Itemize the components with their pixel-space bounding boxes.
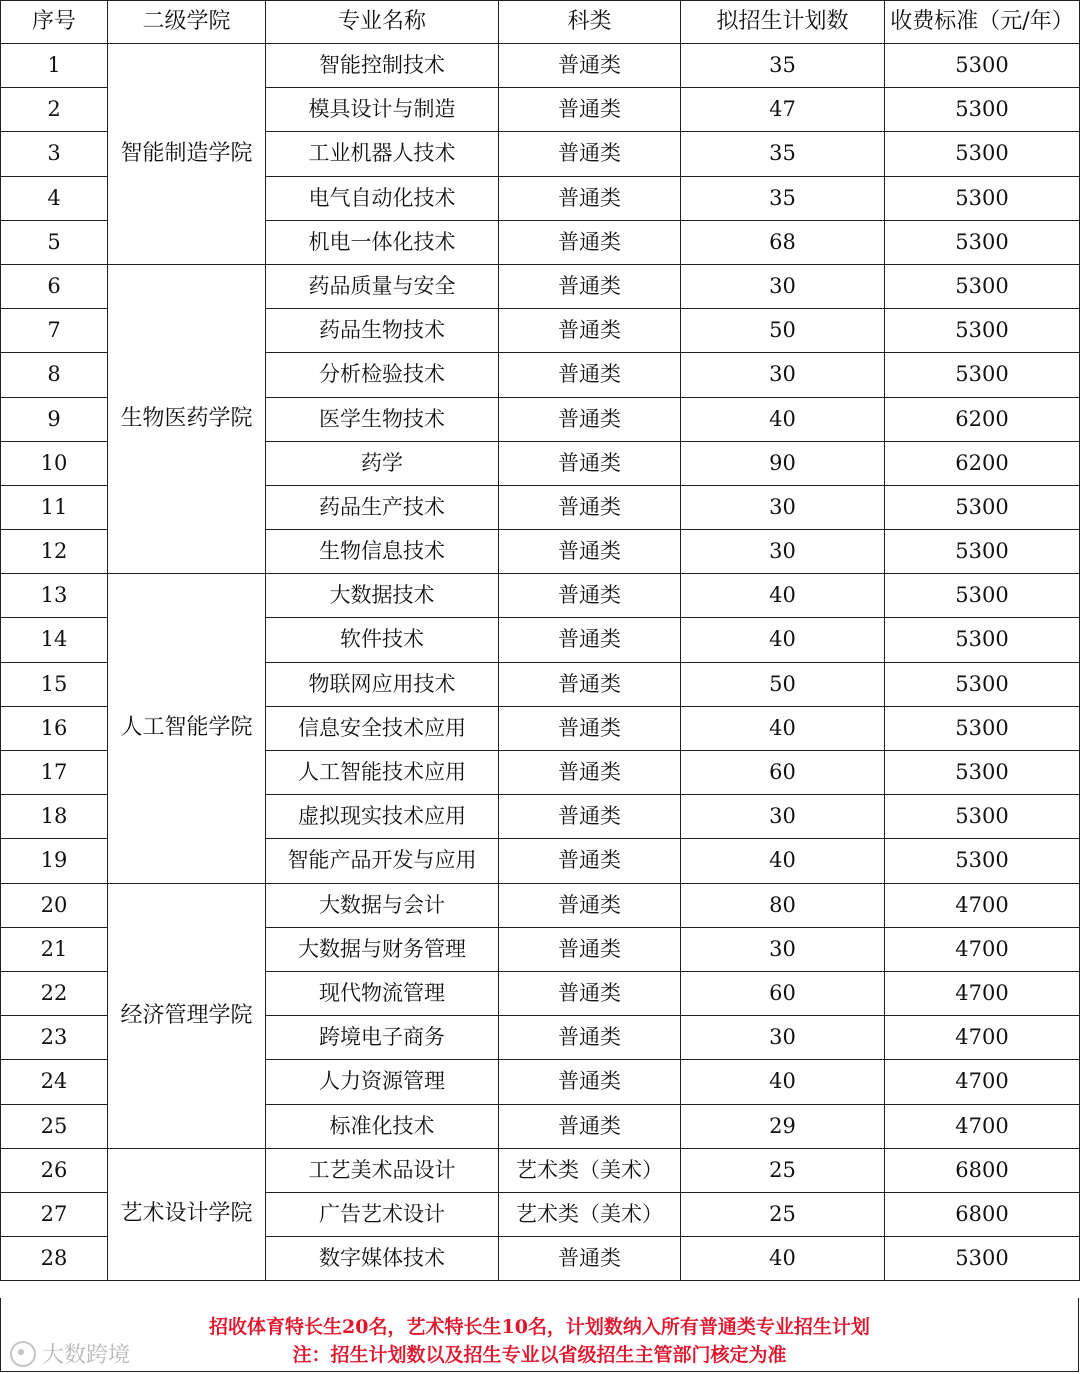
- major-name: 电气自动化技术: [266, 176, 499, 220]
- major-name: 模具设计与制造: [266, 88, 499, 132]
- category: 普通类: [499, 662, 681, 706]
- tuition-fee: 5300: [885, 751, 1080, 795]
- row-number: 6: [1, 264, 108, 308]
- category: 普通类: [499, 441, 681, 485]
- plan-count: 40: [681, 397, 885, 441]
- category: 普通类: [499, 839, 681, 883]
- major-name: 数字媒体技术: [266, 1237, 499, 1281]
- major-name: 工艺美术品设计: [266, 1148, 499, 1192]
- row-number: 12: [1, 530, 108, 574]
- plan-count: 30: [681, 485, 885, 529]
- tuition-fee: 5300: [885, 485, 1080, 529]
- watermark-logo-icon: [10, 1341, 36, 1367]
- row-number: 4: [1, 176, 108, 220]
- category: 普通类: [499, 1237, 681, 1281]
- category: 普通类: [499, 618, 681, 662]
- major-name: 虚拟现实技术应用: [266, 795, 499, 839]
- major-name: 大数据技术: [266, 574, 499, 618]
- watermark-text: 大数跨境: [42, 1343, 131, 1368]
- tuition-fee: 4700: [885, 1016, 1080, 1060]
- row-number: 20: [1, 883, 108, 927]
- plan-count: 30: [681, 264, 885, 308]
- category: 普通类: [499, 1104, 681, 1148]
- college-name: 生物医药学院: [108, 264, 266, 573]
- college-name: 智能制造学院: [108, 44, 266, 265]
- tuition-fee: 5300: [885, 132, 1080, 176]
- row-number: 8: [1, 353, 108, 397]
- table-row: [1, 574, 1080, 618]
- tuition-fee: 5300: [885, 530, 1080, 574]
- category: 艺术类（美术）: [499, 1148, 681, 1192]
- table-row: [1, 44, 1080, 88]
- row-number: 5: [1, 220, 108, 264]
- tuition-fee: 5300: [885, 309, 1080, 353]
- plan-count: 35: [681, 44, 885, 88]
- plan-count: 60: [681, 971, 885, 1015]
- tuition-fee: 4700: [885, 1060, 1080, 1104]
- row-number: 18: [1, 795, 108, 839]
- category: 普通类: [499, 264, 681, 308]
- note-special-students: 招收体育特长生20名，艺术特长生10名，计划数纳入所有普通类专业招生计划: [209, 1316, 870, 1338]
- tuition-fee: 5300: [885, 662, 1080, 706]
- tuition-fee: 5300: [885, 353, 1080, 397]
- major-name: 大数据与财务管理: [266, 927, 499, 971]
- category: 普通类: [499, 397, 681, 441]
- category: 普通类: [499, 883, 681, 927]
- table-row: [1, 1148, 1080, 1192]
- row-number: 28: [1, 1237, 108, 1281]
- major-name: 标准化技术: [266, 1104, 499, 1148]
- plan-count: 60: [681, 751, 885, 795]
- plan-count: 25: [681, 1192, 885, 1236]
- category: 普通类: [499, 485, 681, 529]
- plan-count: 50: [681, 662, 885, 706]
- major-name: 信息安全技术应用: [266, 706, 499, 750]
- major-name: 药品生产技术: [266, 485, 499, 529]
- tuition-fee: 4700: [885, 1104, 1080, 1148]
- row-number: 26: [1, 1148, 108, 1192]
- category: 普通类: [499, 176, 681, 220]
- major-name: 工业机器人技术: [266, 132, 499, 176]
- tuition-fee: 4700: [885, 971, 1080, 1015]
- tuition-fee: 4700: [885, 927, 1080, 971]
- tuition-fee: 6200: [885, 397, 1080, 441]
- major-name: 药学: [266, 441, 499, 485]
- row-number: 21: [1, 927, 108, 971]
- plan-count: 29: [681, 1104, 885, 1148]
- major-name: 跨境电子商务: [266, 1016, 499, 1060]
- plan-count: 30: [681, 1016, 885, 1060]
- plan-count: 40: [681, 574, 885, 618]
- tuition-fee: 5300: [885, 88, 1080, 132]
- row-number: 1: [1, 44, 108, 88]
- tuition-fee: 5300: [885, 574, 1080, 618]
- row-number: 15: [1, 662, 108, 706]
- table-row: [1, 264, 1080, 308]
- category: 普通类: [499, 220, 681, 264]
- category: 普通类: [499, 706, 681, 750]
- tuition-fee: 5300: [885, 220, 1080, 264]
- row-number: 25: [1, 1104, 108, 1148]
- tuition-fee: 4700: [885, 883, 1080, 927]
- college-name: 艺术设计学院: [108, 1148, 266, 1281]
- row-number: 14: [1, 618, 108, 662]
- category: 普通类: [499, 1060, 681, 1104]
- row-number: 23: [1, 1016, 108, 1060]
- row-number: 13: [1, 574, 108, 618]
- category: 普通类: [499, 574, 681, 618]
- tuition-fee: 5300: [885, 795, 1080, 839]
- row-number: 16: [1, 706, 108, 750]
- major-name: 大数据与会计: [266, 883, 499, 927]
- category: 普通类: [499, 530, 681, 574]
- row-number: 9: [1, 397, 108, 441]
- row-number: 10: [1, 441, 108, 485]
- row-number: 2: [1, 88, 108, 132]
- plan-count: 68: [681, 220, 885, 264]
- header-fee: 收费标准（元/年）: [885, 1, 1080, 44]
- major-name: 分析检验技术: [266, 353, 499, 397]
- major-name: 软件技术: [266, 618, 499, 662]
- category: 普通类: [499, 1016, 681, 1060]
- header-plan: 拟招生计划数: [681, 1, 885, 44]
- category: 普通类: [499, 309, 681, 353]
- row-number: 17: [1, 751, 108, 795]
- table-row: [1, 883, 1080, 927]
- tuition-fee: 5300: [885, 618, 1080, 662]
- header-no: 序号: [1, 1, 108, 44]
- tuition-fee: 6800: [885, 1192, 1080, 1236]
- notes-box: [0, 1298, 1079, 1372]
- major-name: 智能控制技术: [266, 44, 499, 88]
- plan-count: 25: [681, 1148, 885, 1192]
- major-name: 人工智能技术应用: [266, 751, 499, 795]
- plan-count: 40: [681, 1060, 885, 1104]
- college-name: 人工智能学院: [108, 574, 266, 883]
- tuition-fee: 6800: [885, 1148, 1080, 1192]
- major-name: 广告艺术设计: [266, 1192, 499, 1236]
- plan-count: 50: [681, 309, 885, 353]
- major-name: 现代物流管理: [266, 971, 499, 1015]
- row-number: 27: [1, 1192, 108, 1236]
- major-name: 生物信息技术: [266, 530, 499, 574]
- category: 普通类: [499, 971, 681, 1015]
- header-category: 科类: [499, 1, 681, 44]
- major-name: 药品质量与安全: [266, 264, 499, 308]
- plan-count: 30: [681, 353, 885, 397]
- watermark: [10, 1338, 130, 1369]
- category: 艺术类（美术）: [499, 1192, 681, 1236]
- plan-count: 40: [681, 618, 885, 662]
- table-body: [1, 44, 1080, 1281]
- note-approval: 注：招生计划数以及招生专业以省级招生主管部门核定为准: [292, 1344, 787, 1366]
- category: 普通类: [499, 927, 681, 971]
- plan-count: 30: [681, 927, 885, 971]
- category: 普通类: [499, 795, 681, 839]
- plan-count: 90: [681, 441, 885, 485]
- plan-count: 40: [681, 839, 885, 883]
- category: 普通类: [499, 132, 681, 176]
- tuition-fee: 6200: [885, 441, 1080, 485]
- tuition-fee: 5300: [885, 1237, 1080, 1281]
- category: 普通类: [499, 751, 681, 795]
- plan-count: 40: [681, 706, 885, 750]
- major-name: 药品生物技术: [266, 309, 499, 353]
- header-major: 专业名称: [266, 1, 499, 44]
- row-number: 24: [1, 1060, 108, 1104]
- plan-count: 80: [681, 883, 885, 927]
- tuition-fee: 5300: [885, 706, 1080, 750]
- row-number: 19: [1, 839, 108, 883]
- tuition-fee: 5300: [885, 264, 1080, 308]
- plan-count: 30: [681, 530, 885, 574]
- plan-count: 40: [681, 1237, 885, 1281]
- college-name: 经济管理学院: [108, 883, 266, 1148]
- row-number: 11: [1, 485, 108, 529]
- plan-count: 35: [681, 132, 885, 176]
- category: 普通类: [499, 88, 681, 132]
- row-number: 3: [1, 132, 108, 176]
- plan-count: 30: [681, 795, 885, 839]
- tuition-fee: 5300: [885, 839, 1080, 883]
- row-number: 7: [1, 309, 108, 353]
- plan-count: 47: [681, 88, 885, 132]
- plan-count: 35: [681, 176, 885, 220]
- header-college: 二级学院: [108, 1, 266, 44]
- major-name: 机电一体化技术: [266, 220, 499, 264]
- category: 普通类: [499, 44, 681, 88]
- category: 普通类: [499, 353, 681, 397]
- major-name: 医学生物技术: [266, 397, 499, 441]
- tuition-fee: 5300: [885, 176, 1080, 220]
- major-name: 人力资源管理: [266, 1060, 499, 1104]
- major-name: 智能产品开发与应用: [266, 839, 499, 883]
- header-row: [1, 1, 1080, 44]
- tuition-fee: 5300: [885, 44, 1080, 88]
- row-number: 22: [1, 971, 108, 1015]
- major-name: 物联网应用技术: [266, 662, 499, 706]
